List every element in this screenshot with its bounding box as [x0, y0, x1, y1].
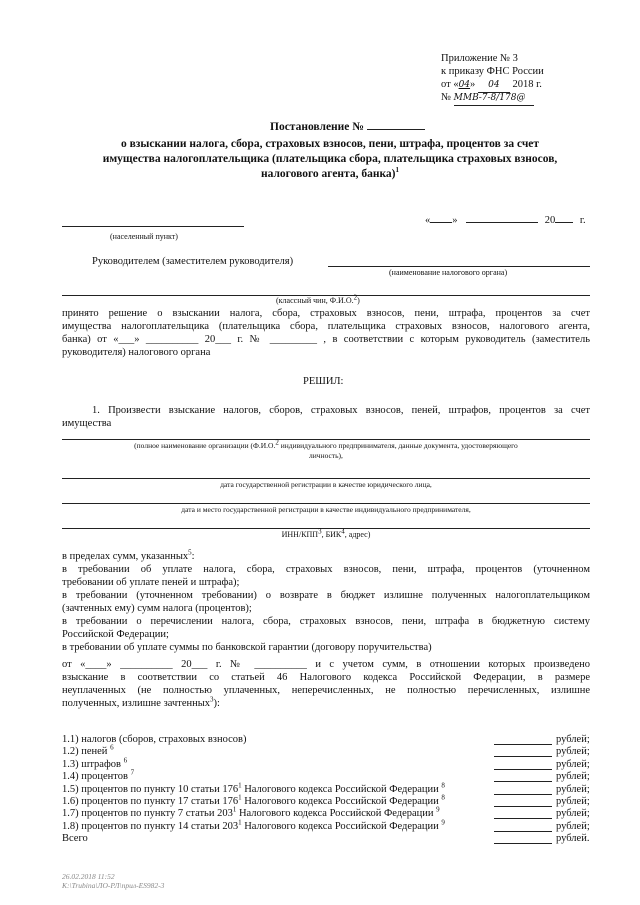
amount-row-label: 1.7) процентов по пункту 7 статьи $203^1$ Налогового кодекса Российской Федерации $^9$	[62, 805, 440, 820]
org-name-field[interactable]	[62, 439, 590, 440]
limits-line8: в требовании об уплате суммы по банковской гарантии (договору поручительства)	[62, 642, 432, 653]
amount-row-label: 1.4) процентов $^7$	[62, 768, 135, 783]
amount-row-label: 1.3) штрафов $^6$	[62, 756, 128, 770]
amount-row-label: 1.2) пеней $^6$	[62, 743, 114, 758]
total-currency-label: рублей.	[556, 833, 590, 845]
amount-row-label: 1.6) процентов по пункту 17 статьи $176^1$ Налогового кодекса Российской Федерации $^8$	[62, 793, 445, 807]
amount-field[interactable]	[494, 756, 552, 757]
limits-line11: неуплаченных (не полностью уплаченных, неперечисленных, не полностью перечисленных, излишне	[62, 685, 590, 696]
appendix-line2: к приказу ФНС России	[441, 66, 544, 77]
limits-line7: Российской Федерации;	[62, 629, 169, 640]
appendix-number: № ММВ-7-8/178@	[441, 91, 534, 106]
currency-label: рублей;	[556, 783, 590, 795]
title-line3: имущества налогоплательщика (плательщика сбора, плательщика страховых взносов,	[102, 153, 558, 165]
decision-line2: имущества налогоплательщика (плательщика сбора, плательщика страховых взносов, налогового агента,	[62, 321, 590, 332]
ip-reg-field[interactable]	[62, 503, 590, 504]
footer-path: K:\Trubina\ЛО-РЛ\прил-ES982-3	[62, 881, 165, 890]
currency-label: рублей;	[556, 746, 590, 758]
amount-row-label: 1.5) процентов по пункту 10 статьи $176^1$ Налогового кодекса Российской Федерации $^8$	[62, 781, 445, 795]
caption-org: (полное наименование организации (Ф.И.О.2 индивидуального предпринимателя, данные документа, удостоверяющего	[134, 438, 518, 450]
appendix-line1: Приложение № 3	[441, 53, 518, 64]
limits-line1: в пределах сумм, указанных$^5$:	[62, 548, 195, 562]
currency-label: рублей;	[556, 758, 590, 770]
limits-line3: требовании об уплате пеней и штрафа);	[62, 577, 240, 588]
title-line2: о взыскании налога, сбора, страховых взносов, пени, штрафа, процентов за счет	[120, 138, 540, 150]
rank-caption: (классный чин, Ф.И.О.2)	[276, 293, 360, 305]
limits-line2: в требовании об уплате налога, сбора, страховых взносов, пени, штрафа, процентов (уточненном	[62, 564, 590, 575]
item1-line2: имущества	[62, 418, 112, 429]
amount-field[interactable]	[494, 781, 552, 782]
amount-row-label: 1.1) налогов (сборов, страховых взносов)	[62, 734, 247, 745]
currency-label: рублей;	[556, 820, 590, 832]
total-field[interactable]	[494, 843, 552, 844]
currency-label: рублей;	[556, 771, 590, 783]
currency-label: рублей;	[556, 734, 590, 745]
caption-reg-date: дата государственной регистрации в качестве юридического лица,	[220, 480, 432, 489]
header-date: « » 20 г.	[425, 215, 586, 226]
caption-inn: ИНН/КПП3, БИК4, адрес)	[281, 527, 371, 539]
limits-line5: (зачтенных ему) сумм налога (процентов);	[62, 603, 252, 614]
limits-line6: в требовании о перечислении налога, сбора, страховых взносов, пени, штрафа в бюджетную систему	[62, 616, 590, 627]
decision-line1: принято решение о взыскании налога, сбора, страховых взносов, пени, штрафа, процентов за счет	[62, 308, 590, 319]
amount-field[interactable]	[494, 769, 552, 770]
limits-line4: в требовании (уточненном требовании) о возврате в бюджет излишне полученных налогоплательщиком	[62, 590, 590, 601]
title-line1: Постановление №	[270, 121, 425, 134]
amount-row-label: 1.8) процентов по пункту 14 статьи $203^1$ Налогового кодекса Российской Федерации $^9$	[62, 818, 445, 832]
reg-date-field[interactable]	[62, 478, 590, 479]
currency-label: рублей;	[556, 796, 590, 807]
place-underline[interactable]	[62, 226, 244, 227]
limits-line12: полученных, излишне зачтенных$^3$):	[62, 695, 220, 709]
tax-authority-caption: (наименование налогового органа)	[389, 268, 508, 277]
head-label: Руководителем (заместителем руководителя)	[92, 256, 294, 267]
limits-line9: от «____» __________ 20___ г. № __________ и с учетом сумм, в отношении которых произведено	[62, 659, 590, 670]
decision-line4: руководителя) налогового органа	[62, 347, 211, 358]
amount-field[interactable]	[494, 744, 552, 745]
place-caption: (населенный пункт)	[110, 232, 178, 241]
decision-line3: банка) от «___» __________ 20___ г. № _________ , в соответствии с которым руководитель (заместитель	[62, 334, 590, 345]
item1-line1: 1. Произвести взыскание налогов, сборов, страховых взносов, пеней, штрафов, процентов за счет	[92, 405, 590, 416]
total-label: Всего	[62, 833, 88, 845]
appendix-date: от «04» 04 2018 г.	[441, 78, 542, 93]
inn-field[interactable]	[62, 528, 590, 529]
footer-timestamp: 26.02.2018 11:52	[62, 872, 115, 881]
currency-label: рублей;	[556, 808, 590, 820]
caption-org-end: личность),	[309, 451, 343, 460]
amount-field[interactable]	[494, 794, 552, 795]
amount-field[interactable]	[494, 818, 552, 819]
amount-field[interactable]	[494, 831, 552, 832]
limits-line10: взыскание в соответствии со статьей 46 Налогового кодекса Российской Федерации, в размере	[62, 672, 590, 683]
tax-authority-field[interactable]	[328, 266, 590, 267]
caption-ip-reg: дата и место государственной регистрации в качестве индивидуального предпринимателя,	[181, 505, 471, 514]
title-line4: налогового агента, банка)$^1$	[260, 166, 400, 180]
amount-field[interactable]	[494, 806, 552, 807]
resolved-heading: РЕШИЛ:	[303, 376, 344, 387]
